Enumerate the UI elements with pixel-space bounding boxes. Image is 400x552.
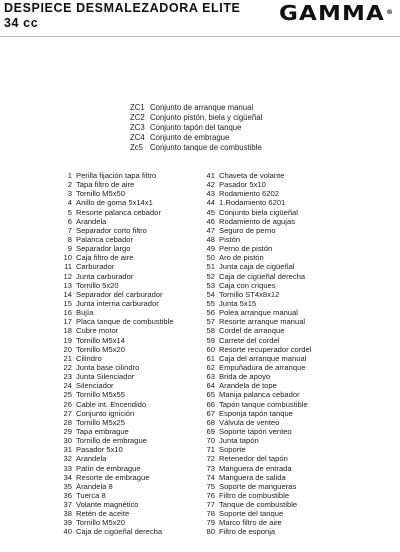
part-number: 3 bbox=[67, 189, 72, 199]
part-item bbox=[60, 372, 174, 381]
part-item bbox=[60, 262, 174, 271]
part-description: Junta interna carburador bbox=[76, 298, 159, 308]
part-description: Pistón bbox=[219, 234, 241, 244]
part-item bbox=[204, 427, 311, 436]
page-subtitle: 34 cc bbox=[4, 16, 39, 30]
part-number: 54 bbox=[206, 289, 215, 299]
part-description: Volante magnético bbox=[76, 500, 139, 510]
part-item bbox=[204, 409, 311, 418]
part-description: Junta base cilindro bbox=[76, 362, 140, 372]
part-description: Separador corto filtro bbox=[76, 225, 147, 235]
part-description: Filtro de combustible bbox=[219, 490, 290, 500]
part-number: 63 bbox=[206, 372, 215, 382]
part-description: Junta 5x15 bbox=[219, 298, 257, 308]
part-number: 74 bbox=[206, 472, 215, 482]
part-number: 61 bbox=[206, 353, 215, 363]
header-divider bbox=[0, 36, 400, 37]
part-number: 72 bbox=[206, 454, 215, 464]
part-item bbox=[204, 509, 311, 518]
part-description: Tornillo M5x14 bbox=[76, 335, 125, 345]
part-description: Retenedor del tapón bbox=[219, 454, 288, 464]
part-description: Brida de apoyo bbox=[219, 372, 271, 382]
part-number: 46 bbox=[206, 216, 215, 226]
part-number: 40 bbox=[63, 527, 72, 537]
part-number: 21 bbox=[63, 353, 72, 363]
part-description: Tornillo 5x20 bbox=[76, 280, 119, 290]
part-number: 44 bbox=[206, 198, 215, 208]
part-description: Placa tanque de combustible bbox=[76, 317, 174, 327]
part-description: Soporte del tanque bbox=[219, 509, 284, 519]
part-item bbox=[204, 454, 311, 463]
part-item bbox=[60, 281, 174, 290]
part-description: Perilla fijación tapa filtro bbox=[76, 171, 157, 180]
part-number: 49 bbox=[206, 244, 215, 254]
part-description: Bujía bbox=[76, 308, 94, 318]
part-number: 15 bbox=[63, 298, 72, 308]
part-description: Válvula de venteo bbox=[219, 417, 280, 427]
part-number: 60 bbox=[206, 344, 215, 354]
part-item bbox=[60, 244, 174, 253]
part-item bbox=[60, 317, 174, 326]
part-item bbox=[60, 518, 174, 527]
part-number: 47 bbox=[206, 225, 215, 235]
part-description: Aro de pistón bbox=[219, 253, 264, 263]
part-item bbox=[204, 464, 311, 473]
page-header bbox=[0, 0, 400, 38]
part-item bbox=[204, 418, 311, 427]
part-item bbox=[204, 381, 311, 390]
part-number: 43 bbox=[206, 189, 215, 199]
part-item bbox=[60, 208, 174, 217]
part-description: 1.Rodamiento 6201 bbox=[219, 198, 286, 208]
part-item bbox=[204, 473, 311, 482]
parts-list-right bbox=[204, 171, 311, 537]
part-description: Resorte palanca cebador bbox=[76, 207, 161, 217]
part-item bbox=[204, 281, 311, 290]
assembly-code: ZC4 bbox=[130, 133, 145, 142]
part-description: Tuerca 8 bbox=[76, 490, 106, 500]
part-description: Junta carburador bbox=[76, 271, 134, 281]
assembly-item bbox=[130, 133, 262, 143]
part-description: Empuñadura de arranque bbox=[219, 362, 306, 372]
part-item bbox=[204, 326, 311, 335]
part-description: Carburador bbox=[76, 262, 115, 272]
part-number: 26 bbox=[63, 399, 72, 409]
part-item bbox=[60, 217, 174, 226]
part-number: 36 bbox=[63, 490, 72, 500]
brand-logo-text: GAMMA bbox=[278, 1, 385, 25]
part-number: 75 bbox=[206, 481, 215, 491]
part-description: Tornillo M5x50 bbox=[76, 189, 125, 199]
part-item bbox=[60, 253, 174, 262]
part-description: Pasador 5x10 bbox=[76, 445, 123, 455]
part-description: Separador largo bbox=[76, 244, 131, 254]
part-item bbox=[204, 317, 311, 326]
part-item bbox=[204, 354, 311, 363]
part-number: 14 bbox=[63, 289, 72, 299]
part-description: Junta caja de cigüeñal bbox=[219, 262, 295, 272]
part-number: 78 bbox=[206, 509, 215, 519]
part-description: Arandela bbox=[76, 454, 107, 464]
part-description: Seguro de perno bbox=[219, 225, 276, 235]
part-item bbox=[204, 180, 311, 189]
part-description: Anillo de goma 5x14x1 bbox=[76, 198, 153, 208]
part-number: 25 bbox=[63, 390, 72, 400]
part-number: 50 bbox=[206, 253, 215, 263]
part-number: 31 bbox=[63, 445, 72, 455]
part-number: 37 bbox=[63, 500, 72, 510]
part-number: 53 bbox=[206, 280, 215, 290]
part-item bbox=[60, 345, 174, 354]
part-item bbox=[204, 272, 311, 281]
part-item bbox=[204, 372, 311, 381]
part-description: Patín de embrague bbox=[76, 463, 141, 473]
part-item bbox=[204, 345, 311, 354]
assembly-item bbox=[130, 113, 262, 123]
part-item bbox=[204, 400, 311, 409]
part-item bbox=[60, 409, 174, 418]
part-number: 11 bbox=[64, 262, 72, 272]
part-number: 13 bbox=[63, 280, 72, 290]
part-item bbox=[204, 336, 311, 345]
part-description: Esponja tapón tanque bbox=[219, 408, 293, 418]
part-item bbox=[60, 180, 174, 189]
part-item bbox=[60, 436, 174, 445]
part-item bbox=[204, 198, 311, 207]
part-item bbox=[60, 226, 174, 235]
assembly-description: Conjunto de embrague bbox=[150, 133, 230, 142]
part-description: Polea arranque manual bbox=[219, 308, 298, 318]
part-description: Tanque de combustible bbox=[219, 500, 298, 510]
parts-list-left bbox=[60, 171, 174, 537]
part-item bbox=[60, 272, 174, 281]
part-item bbox=[60, 189, 174, 198]
part-item bbox=[204, 445, 311, 454]
part-description: Tornillo ST4x8x12 bbox=[219, 289, 280, 299]
part-description: Retén de aceite bbox=[76, 509, 130, 519]
part-item bbox=[60, 445, 174, 454]
part-description: Marco filtro de aire bbox=[219, 518, 282, 528]
part-number: 59 bbox=[206, 335, 215, 345]
part-number: 34 bbox=[63, 472, 72, 482]
part-number: 65 bbox=[206, 390, 215, 400]
part-number: 7 bbox=[67, 225, 72, 235]
part-item bbox=[60, 299, 174, 308]
part-number: 56 bbox=[206, 308, 215, 318]
part-number: 29 bbox=[63, 426, 72, 436]
part-number: 23 bbox=[63, 372, 72, 382]
part-item bbox=[60, 509, 174, 518]
part-item bbox=[204, 235, 311, 244]
part-description: Tornillo M5x25 bbox=[76, 417, 125, 427]
part-description: Manija palanca cebador bbox=[219, 390, 300, 400]
part-number: 66 bbox=[206, 399, 215, 409]
part-description: Tapa embrague bbox=[76, 426, 129, 436]
part-number: 32 bbox=[63, 454, 72, 464]
part-description: Palanca cebador bbox=[76, 234, 133, 244]
part-item bbox=[204, 217, 311, 226]
part-item bbox=[60, 491, 174, 500]
part-number: 80 bbox=[206, 527, 215, 537]
part-number: 48 bbox=[206, 234, 215, 244]
part-description: Conjunto ignición bbox=[76, 408, 135, 418]
part-number: 69 bbox=[206, 426, 215, 436]
part-number: 68 bbox=[206, 417, 215, 427]
part-item bbox=[60, 336, 174, 345]
assembly-item bbox=[130, 143, 262, 153]
part-item bbox=[60, 235, 174, 244]
part-item bbox=[204, 171, 311, 180]
part-description: Manguera de entrada bbox=[219, 463, 292, 473]
part-description: Arandela 8 bbox=[76, 481, 113, 491]
part-number: 33 bbox=[63, 463, 72, 473]
part-number: 62 bbox=[206, 362, 215, 372]
assembly-description: Conjunto tapón del tanque bbox=[150, 123, 242, 132]
part-description: Cubre motor bbox=[76, 326, 119, 336]
part-description: Soporte de mangueras bbox=[219, 481, 297, 491]
part-item bbox=[204, 491, 311, 500]
part-item bbox=[204, 518, 311, 527]
part-number: 6 bbox=[67, 216, 72, 226]
part-number: 76 bbox=[206, 490, 215, 500]
assembly-code: ZC3 bbox=[130, 123, 145, 132]
part-item bbox=[204, 436, 311, 445]
part-item bbox=[60, 454, 174, 463]
part-number: 1 bbox=[67, 171, 72, 180]
part-number: 39 bbox=[63, 518, 72, 528]
part-number: 16 bbox=[63, 308, 72, 318]
assembly-description: Conjunto de arranque manual bbox=[150, 103, 254, 112]
part-description: Resorte de embrague bbox=[76, 472, 150, 482]
part-description: Tornillo de embrague bbox=[76, 436, 147, 446]
part-item bbox=[60, 198, 174, 207]
part-description: Resorte recuperador cordel bbox=[219, 344, 312, 354]
part-number: 9 bbox=[67, 244, 72, 254]
part-description: Junta tapón bbox=[219, 436, 259, 446]
part-item bbox=[204, 308, 311, 317]
part-number: 52 bbox=[206, 271, 215, 281]
part-description: Chaveta de volante bbox=[219, 171, 285, 180]
part-number: 18 bbox=[63, 326, 72, 336]
part-description: Tapa filtro de aire bbox=[76, 180, 135, 190]
part-number: 57 bbox=[206, 317, 215, 327]
part-number: 24 bbox=[63, 381, 72, 391]
part-item bbox=[60, 171, 174, 180]
part-description: Caja filtro de aire bbox=[76, 253, 134, 263]
part-number: 71 bbox=[206, 445, 215, 455]
assembly-description: Conjunto tanque de combustible bbox=[150, 143, 262, 152]
part-item bbox=[204, 244, 311, 253]
part-number: 41 bbox=[206, 171, 215, 180]
part-number: 79 bbox=[206, 518, 215, 528]
part-item bbox=[60, 464, 174, 473]
part-description: Manguera de salida bbox=[219, 472, 286, 482]
brand-logo bbox=[279, 2, 394, 24]
assembly-item bbox=[130, 103, 262, 113]
part-number: 2 bbox=[67, 180, 72, 190]
part-item bbox=[60, 290, 174, 299]
part-item bbox=[204, 290, 311, 299]
page-title: DESPIECE DESMALEZADORA ELITE bbox=[4, 1, 241, 15]
part-item bbox=[60, 482, 174, 491]
part-description: Conjunto biela cigüeñal bbox=[219, 207, 298, 217]
part-number: 17 bbox=[63, 317, 72, 327]
part-item bbox=[60, 418, 174, 427]
part-description: Carrete del cordel bbox=[219, 335, 280, 345]
part-item bbox=[60, 326, 174, 335]
part-number: 22 bbox=[63, 362, 72, 372]
part-description: Tapón tanque combustible bbox=[219, 399, 308, 409]
registered-mark: ® bbox=[385, 9, 394, 16]
part-description: Perno de pistón bbox=[219, 244, 273, 254]
part-number: 58 bbox=[206, 326, 215, 336]
part-number: 19 bbox=[63, 335, 72, 345]
part-number: 73 bbox=[206, 463, 215, 473]
part-number: 67 bbox=[206, 408, 215, 418]
part-number: 38 bbox=[63, 509, 72, 519]
part-number: 51 bbox=[206, 262, 215, 272]
assembly-list bbox=[130, 103, 262, 153]
part-number: 5 bbox=[67, 207, 72, 217]
part-number: 45 bbox=[206, 207, 215, 217]
part-number: 77 bbox=[206, 500, 215, 510]
part-item bbox=[60, 390, 174, 399]
part-item bbox=[204, 500, 311, 509]
part-item bbox=[60, 381, 174, 390]
part-description: Cilindro bbox=[76, 353, 102, 363]
part-description: Resorte arranque manual bbox=[219, 317, 306, 327]
part-description: Tornillo M5x20 bbox=[76, 518, 125, 528]
part-description: Arandela bbox=[76, 216, 107, 226]
part-number: 20 bbox=[63, 344, 72, 354]
part-item bbox=[204, 208, 311, 217]
part-item bbox=[204, 189, 311, 198]
part-number: 4 bbox=[67, 198, 72, 208]
part-item bbox=[60, 500, 174, 509]
part-number: 30 bbox=[63, 436, 72, 446]
part-item bbox=[60, 473, 174, 482]
part-item bbox=[204, 390, 311, 399]
assembly-code: ZC2 bbox=[130, 113, 145, 122]
part-item bbox=[60, 363, 174, 372]
part-description: Filtro de esponja bbox=[219, 527, 276, 537]
part-number: 28 bbox=[63, 417, 72, 427]
assembly-description: Conjunto pistón, biela y cigüeñal bbox=[150, 113, 263, 122]
part-description: Cable int. Encendido bbox=[76, 399, 147, 409]
part-item bbox=[60, 427, 174, 436]
part-description: Caja con criques bbox=[219, 280, 276, 290]
part-description: Soporte tapón venteo bbox=[219, 426, 292, 436]
part-description: Soporte bbox=[219, 445, 246, 455]
part-item bbox=[60, 308, 174, 317]
part-item bbox=[204, 299, 311, 308]
part-description: Rodamiento de agujas bbox=[219, 216, 295, 226]
part-description: Rodamiento 6202 bbox=[219, 189, 279, 199]
part-description: Caja de cigüeñal derecha bbox=[76, 527, 163, 537]
part-item bbox=[204, 363, 311, 372]
part-number: 42 bbox=[206, 180, 215, 190]
part-number: 64 bbox=[206, 381, 215, 391]
part-number: 35 bbox=[63, 481, 72, 491]
part-number: 55 bbox=[206, 298, 215, 308]
part-description: Junta Silenciador bbox=[76, 372, 135, 382]
part-item bbox=[204, 262, 311, 271]
part-item bbox=[204, 527, 311, 536]
part-item bbox=[60, 354, 174, 363]
part-number: 27 bbox=[63, 408, 72, 418]
assembly-code: ZC1 bbox=[130, 103, 145, 112]
part-number: 70 bbox=[206, 436, 215, 446]
part-description: Caja del arranque manual bbox=[219, 353, 307, 363]
part-number: 10 bbox=[63, 253, 72, 263]
part-description: Tornillo M5x55 bbox=[76, 390, 125, 400]
part-description: Pasador 5x10 bbox=[219, 180, 266, 190]
part-item bbox=[204, 253, 311, 262]
part-description: Caja de cigüeñal derecha bbox=[219, 271, 306, 281]
part-description: Separador del carburador bbox=[76, 289, 163, 299]
part-description: Tornillo M5x20 bbox=[76, 344, 125, 354]
assembly-item bbox=[130, 123, 262, 133]
part-number: 8 bbox=[67, 234, 72, 244]
part-number: 12 bbox=[63, 271, 72, 281]
part-item bbox=[60, 400, 174, 409]
part-description: Arandela de tope bbox=[219, 381, 277, 391]
assembly-code: Zc5 bbox=[130, 143, 143, 152]
part-item bbox=[60, 527, 174, 536]
part-description: Cordel de arranque bbox=[219, 326, 285, 336]
part-item bbox=[204, 482, 311, 491]
part-description: Silenciador bbox=[76, 381, 114, 391]
part-item bbox=[204, 226, 311, 235]
